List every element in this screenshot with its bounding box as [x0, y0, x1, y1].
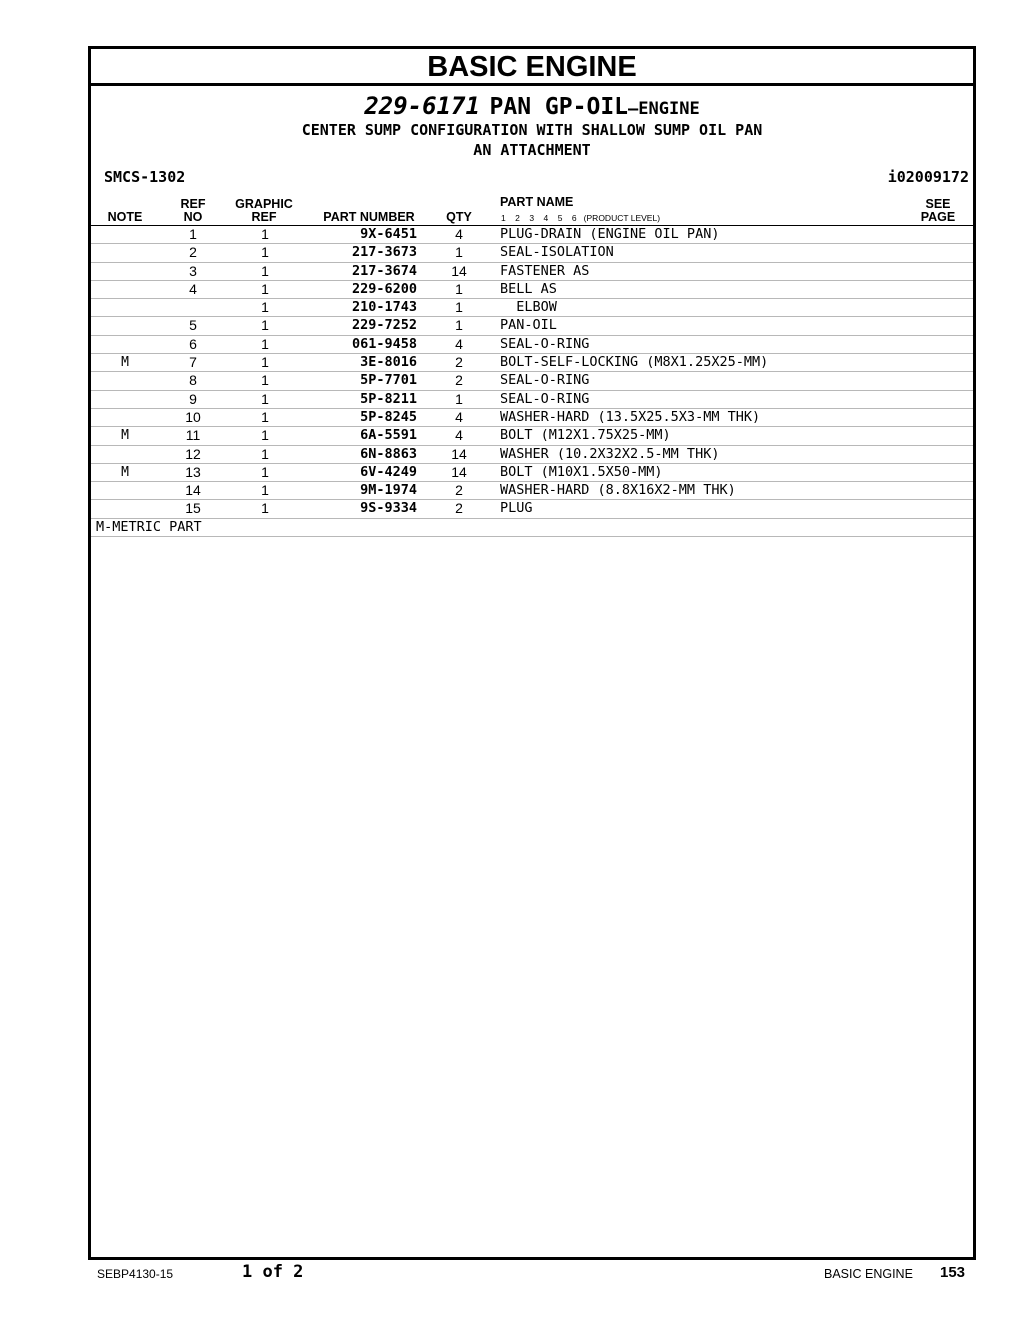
row-qty: 1 — [455, 280, 463, 297]
row-graphic-ref: 1 — [261, 317, 269, 334]
row-part-name: PAN-OIL — [500, 317, 557, 334]
col-part-name: PART NAME — [500, 195, 574, 209]
row-graphic-ref: 1 — [261, 226, 269, 242]
row-graphic-ref: 1 — [261, 408, 269, 425]
row-part-number: 5P-7701 — [360, 372, 417, 389]
table-row — [91, 482, 973, 500]
row-part-number: 210-1743 — [351, 299, 417, 316]
row-ref-no: 1 — [189, 226, 197, 242]
row-part-name: PLUG — [500, 500, 533, 517]
row-qty: 4 — [455, 335, 463, 352]
row-ref-no: 14 — [185, 482, 201, 499]
row-part-number: 6V-4249 — [360, 463, 417, 480]
row-graphic-ref: 1 — [261, 445, 269, 462]
row-ref-no: 2 — [189, 244, 197, 261]
row-graphic-ref: 1 — [261, 244, 269, 261]
row-part-number: 3E-8016 — [360, 354, 417, 371]
row-part-name: SEAL-O-RING — [500, 335, 590, 352]
footer-section: BASIC ENGINE — [824, 1267, 913, 1281]
row-graphic-ref: 1 — [261, 299, 269, 316]
table-header — [91, 195, 973, 226]
row-note: M — [121, 428, 129, 444]
row-part-number: 9S-9334 — [360, 500, 417, 517]
row-ref-no: 6 — [189, 335, 197, 352]
table-row — [91, 427, 973, 445]
table-row — [91, 299, 973, 317]
row-graphic-ref: 1 — [261, 427, 269, 444]
group-description: CENTER SUMP CONFIGURATION WITH SHALLOW SUMP OIL PAN — [301, 121, 763, 139]
row-qty: 1 — [455, 317, 463, 334]
group-heading — [91, 92, 973, 120]
row-qty: 4 — [455, 226, 463, 242]
row-ref-no: 4 — [189, 280, 197, 297]
table-row — [91, 409, 973, 427]
row-part-name: ELBOW — [500, 299, 557, 316]
row-part-number: 217-3673 — [351, 244, 417, 261]
row-qty: 14 — [451, 445, 467, 462]
row-graphic-ref: 1 — [261, 372, 269, 389]
table-row — [91, 500, 973, 518]
table-row — [91, 263, 973, 281]
row-part-number: 9X-6451 — [360, 226, 417, 242]
row-ref-no: 15 — [185, 500, 201, 517]
table-row — [91, 391, 973, 409]
row-part-number: 061-9458 — [351, 335, 417, 352]
group-name-text: PAN GP-OIL — [489, 94, 629, 120]
metric-part-note: M-METRIC PART — [91, 519, 973, 537]
row-note: M — [121, 464, 129, 480]
row-part-name: WASHER (10.2X32X2.5-MM THK) — [500, 445, 720, 462]
table-row — [91, 372, 973, 390]
row-part-name: SEAL-O-RING — [500, 390, 590, 407]
row-graphic-ref: 1 — [261, 463, 269, 480]
row-ref-no: 5 — [189, 317, 197, 334]
row-ref-no: 12 — [185, 445, 201, 462]
page-frame — [88, 46, 976, 1260]
col-note: NOTE — [107, 210, 143, 224]
table-row — [91, 446, 973, 464]
table-row — [91, 281, 973, 299]
row-part-number: 5P-8245 — [360, 408, 417, 425]
row-ref-no: 9 — [189, 390, 197, 407]
row-qty: 14 — [451, 262, 467, 279]
row-part-number: 5P-8211 — [360, 390, 417, 407]
row-part-name: BOLT (M10X1.5X50-MM) — [500, 463, 663, 480]
row-part-number: 229-6200 — [351, 280, 417, 297]
footer-page-number: 153 — [940, 1264, 966, 1281]
row-part-name: FASTENER AS — [500, 262, 590, 279]
row-part-name: PLUG-DRAIN (ENGINE OIL PAN) — [500, 226, 720, 242]
row-part-name: BELL AS — [500, 280, 557, 297]
row-part-number: 6A-5591 — [360, 427, 417, 444]
row-graphic-ref: 1 — [261, 482, 269, 499]
col-product-levels: 1 2 3 4 5 6 (PRODUCT LEVEL) — [501, 213, 661, 223]
group-attachment: AN ATTACHMENT — [473, 141, 591, 159]
row-graphic-ref: 1 — [261, 500, 269, 517]
row-part-name: BOLT (M12X1.75X25-MM) — [500, 427, 671, 444]
page-footer — [0, 1262, 1020, 1292]
col-graphic-ref: GRAPHIC REF — [235, 197, 293, 224]
row-part-number: 6N-8863 — [360, 445, 417, 462]
row-qty: 2 — [455, 372, 463, 389]
row-part-number: 9M-1974 — [360, 482, 417, 499]
group-part-number: 229-6171 — [364, 92, 480, 120]
col-ref-no: REF NO — [180, 197, 206, 224]
row-note: M — [121, 355, 129, 371]
row-part-number: 217-3674 — [351, 262, 417, 279]
row-graphic-ref: 1 — [261, 390, 269, 407]
smcs-code: SMCS-1302 — [104, 168, 186, 186]
parts-table — [91, 226, 973, 537]
table-row — [91, 464, 973, 482]
group-name-suffix: —ENGINE — [628, 99, 700, 119]
row-qty: 2 — [455, 482, 463, 499]
row-qty: 4 — [455, 408, 463, 425]
row-qty: 1 — [455, 299, 463, 316]
row-qty: 14 — [451, 463, 467, 480]
table-row — [91, 226, 973, 244]
row-qty: 1 — [455, 390, 463, 407]
row-qty: 1 — [455, 244, 463, 261]
table-row — [91, 354, 973, 372]
row-graphic-ref: 1 — [261, 280, 269, 297]
row-part-name: BOLT-SELF-LOCKING (M8X1.25X25-MM) — [500, 354, 769, 371]
row-ref-no: 13 — [185, 463, 201, 480]
row-part-name: SEAL-O-RING — [500, 372, 590, 389]
col-qty: QTY — [446, 210, 472, 224]
row-graphic-ref: 1 — [261, 354, 269, 371]
illustration-id: i02009172 — [887, 168, 969, 186]
table-row — [91, 244, 973, 262]
row-ref-no: 11 — [185, 427, 201, 444]
row-graphic-ref: 1 — [261, 335, 269, 352]
row-part-name: SEAL-ISOLATION — [500, 244, 614, 261]
table-row — [91, 317, 973, 335]
row-ref-no: 8 — [189, 372, 197, 389]
row-graphic-ref: 1 — [261, 262, 269, 279]
row-part-name: WASHER-HARD (8.8X16X2-MM THK) — [500, 482, 736, 499]
row-qty: 4 — [455, 427, 463, 444]
col-see-page: SEE PAGE — [920, 197, 956, 224]
row-ref-no: 7 — [189, 354, 197, 371]
row-ref-no: 3 — [189, 262, 197, 279]
table-row — [91, 336, 973, 354]
row-qty: 2 — [455, 354, 463, 371]
row-ref-no: 10 — [185, 408, 201, 425]
row-qty: 2 — [455, 500, 463, 517]
group-name — [490, 94, 628, 120]
footer-page-count: 1 of 2 — [242, 1262, 304, 1282]
row-part-name: WASHER-HARD (13.5X25.5X3-MM THK) — [500, 408, 761, 425]
row-part-number: 229-7252 — [351, 317, 417, 334]
footer-doc-id: SEBP4130-15 — [97, 1267, 174, 1281]
col-part-number: PART NUMBER — [323, 210, 415, 224]
section-title: BASIC ENGINE — [91, 49, 973, 86]
